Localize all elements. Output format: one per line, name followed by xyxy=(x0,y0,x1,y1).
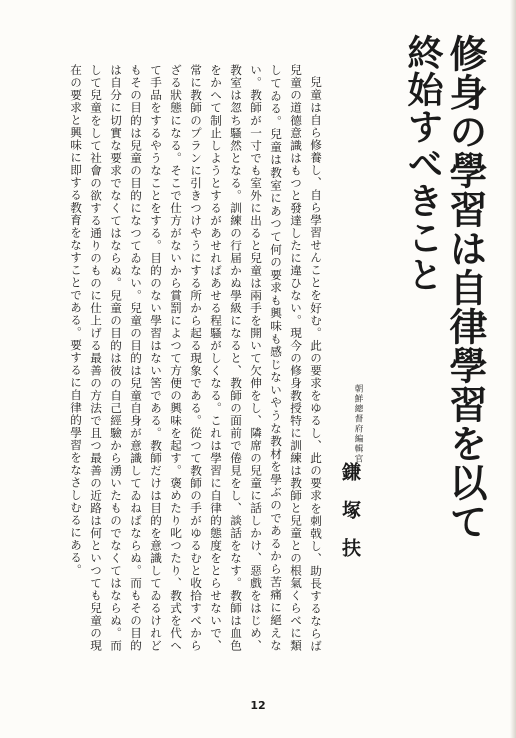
title-line-2: 終始すべきこと xyxy=(402,34,444,293)
article-title xyxy=(398,34,488,541)
article-body xyxy=(8,64,326,652)
body-paragraph: 兒童は自ら修養し、自ら學習せんことを好む。此の要求をゆるし、此の要求を刺戟し、助長するならば兒童の道德意識はもつと發達したに違ひない。現今の修身教授特に訓練は教師と兒童との根氣くらべに類してゐる。兒童は教室にあつて何の要求も興味も感じないやうな教材を學ぶのであるから苦痛に絕えない。教師が一寸でも室外に出ると兒童は兩手を開いて欠伸をし、隣席の兒童に話しかけ、惡戲をはじめ、教室は忽ち騷然となる。訓練の行届かぬ學級になると、教師の面前で倦見をし、談話をなす。教師は血色をかへて制止しようとするがあせればあせる程騷がしくなる。これは學習に自律的態度をとらせないで、常に教師のプランに引きつけやうにする所から起る現象である。從つて教師の手がゆるむと收拾すべからざる狀態になる。そこで仕方がないから賞罰によつて方便の興味を起す。褒めたり叱つたり、教式を代へて手品をするやうなことをする。目的のない學習はない筈である。教師だけは目的を意識してゐるけれどもその目的は兒童の目的になつてゐない。兒童の目的は兒童自身が意識してゐねばならぬ。而もその目的は自分に切實な要求でなくてはならぬ。兒童の目的は彼の自己經驗から湧いたものでなくてはならぬ。而して兒童をして社會の欲する通りのものに仕上げる最善の方法で且つ最善の近路は何といつても兒童の現在の要求と興味に即する教育をなすことである。要するに自律的學習をなさしむるにある。 xyxy=(69,64,323,652)
author-affiliation: 朝鮮總督府編輯官 xyxy=(353,384,363,464)
page-edge-shadow xyxy=(510,0,516,738)
title-line-1: 修身の學習は自律學習を以て xyxy=(443,34,488,541)
author-name: 鎌塚扶 xyxy=(339,462,361,576)
page-number: 12 xyxy=(250,699,266,712)
